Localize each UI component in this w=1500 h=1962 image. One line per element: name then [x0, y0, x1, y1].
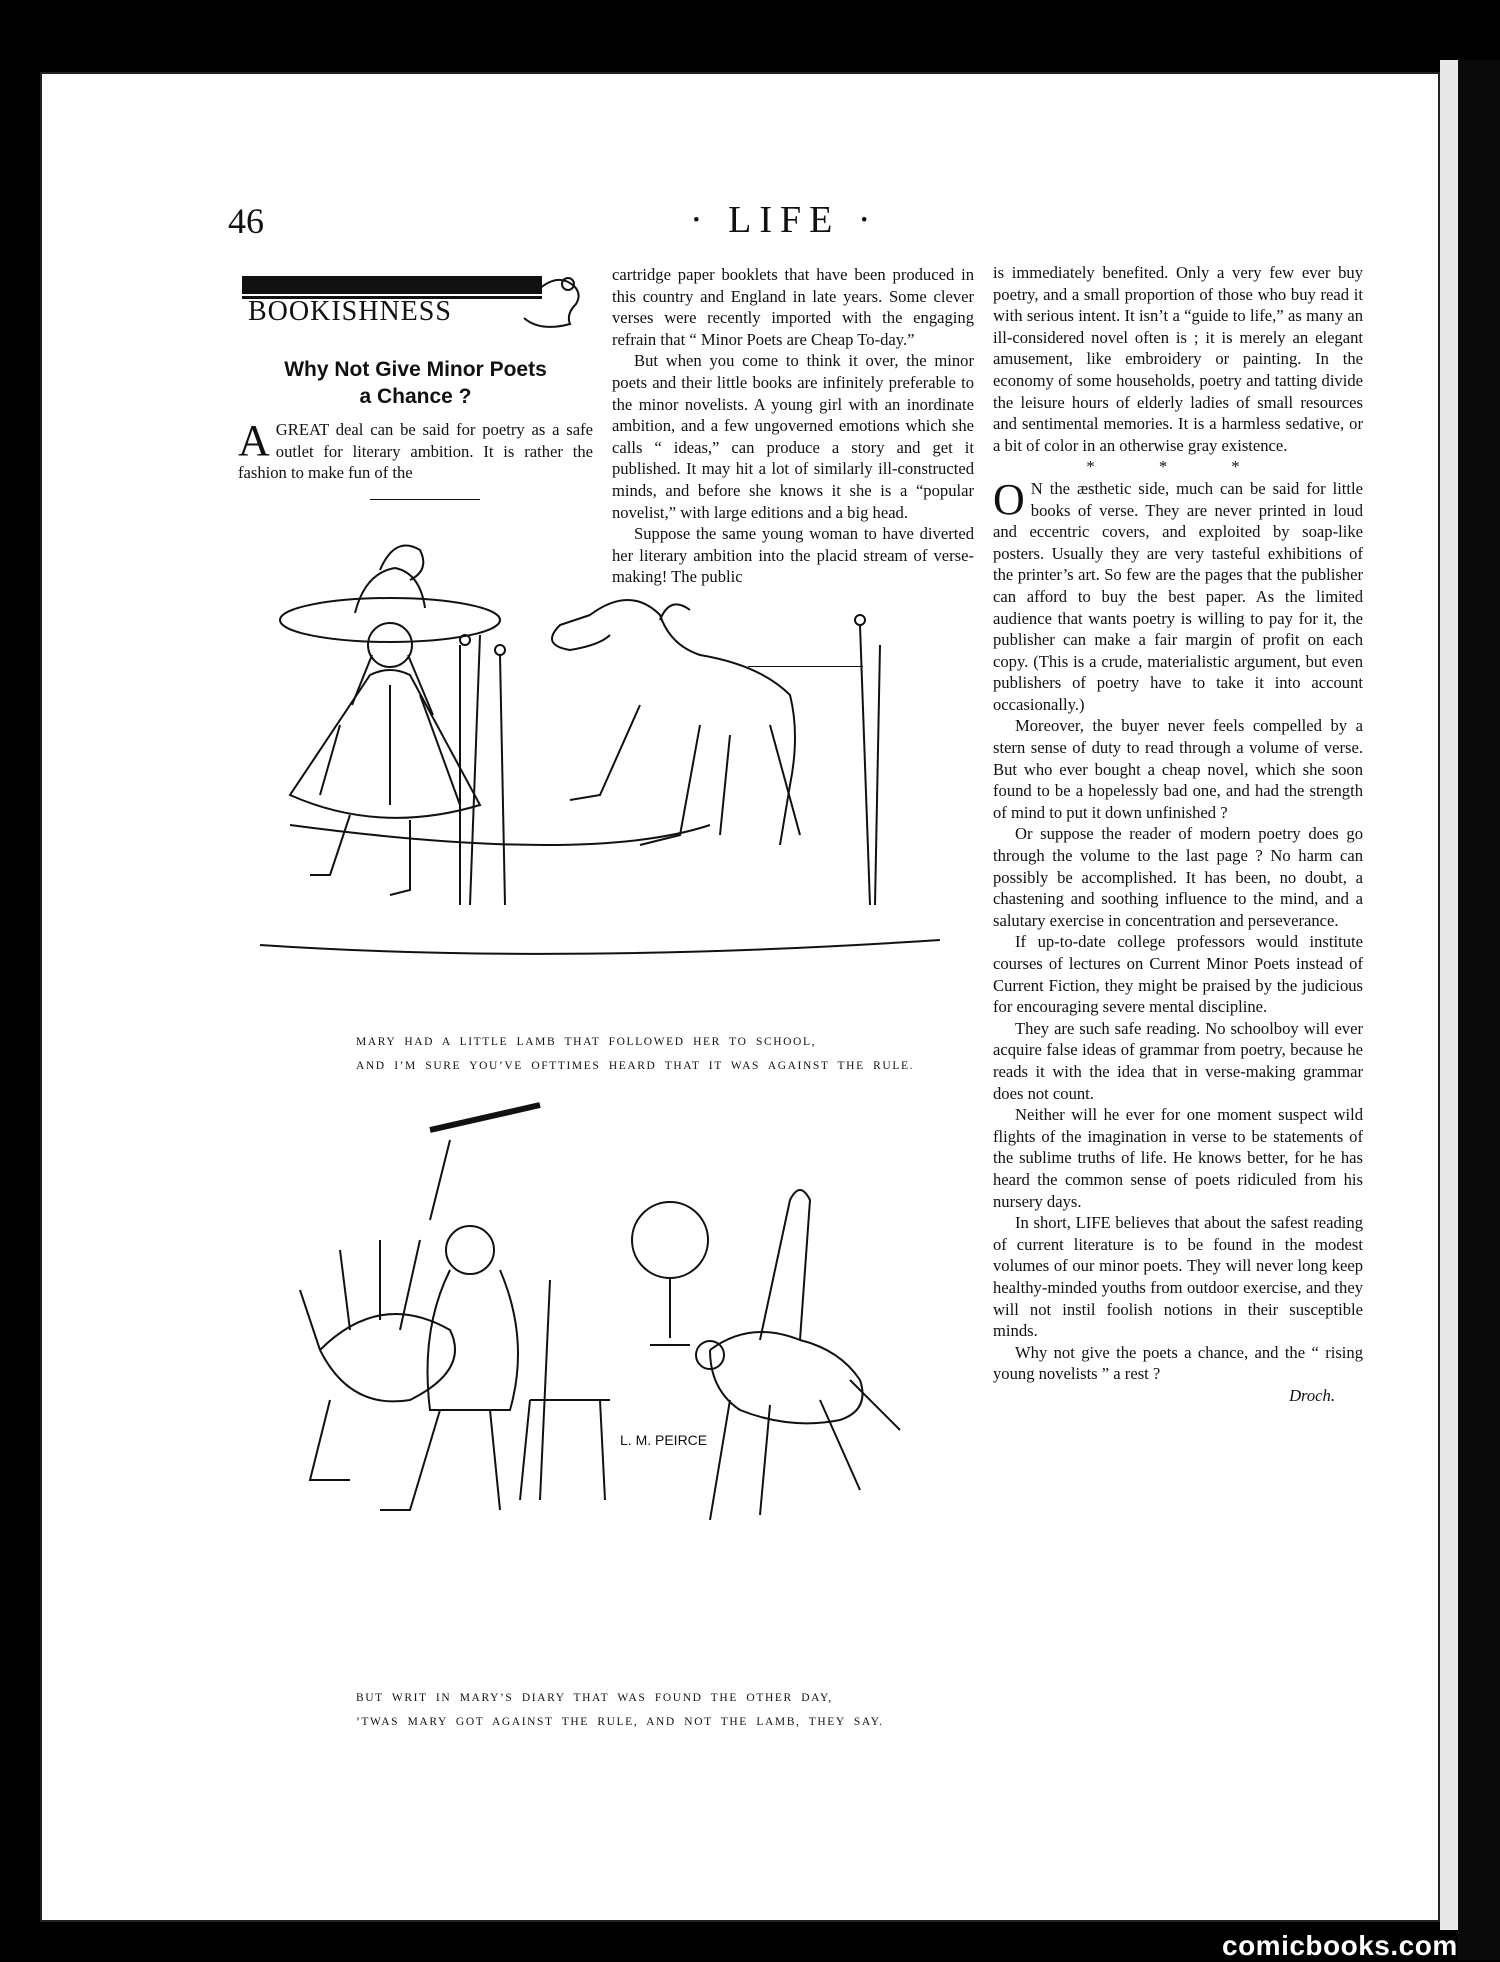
caption-1-line-2: AND I’M SURE YOU’VE OFTTIMES HEARD THAT IT WAS AGAINST THE RULE. [356, 1060, 915, 1072]
intro-rule [370, 499, 480, 500]
masthead-title: · LIFE · [690, 199, 879, 241]
article-headline [238, 356, 593, 410]
page-number: 46 [228, 201, 264, 241]
author-signature: Droch. [1289, 1385, 1335, 1405]
caption-2-line-1: BUT WRIT IN MARY’S DIARY THAT WAS FOUND THE OTHER DAY, [356, 1692, 833, 1704]
col3-paragraph: Or suppose the reader of modern poetry does go through the volume to the last page ? No harm can possibly be accomplished. It has been, no doubt, a chastening and soothing influence to the mind, and a salutary exercise in concentration and perseverance. [993, 824, 1363, 930]
col3-paragraph: Neither will he ever for one moment suspect wild flights of the imagination in verse to be statements of the sublime truths of life. He knows better, for he has heard the common sense of poets ridiculed from his nursery days. [993, 1105, 1363, 1211]
col3-paragraph: In short, LIFE believes that about the safest reading of current literature is to be found in the modest volumes of our minor poets. They will never long keep healthy-minded youths from outdoor exercise, and they will not instil foolish notions in their susceptible minds. [993, 1213, 1363, 1341]
col3-paragraph [993, 474, 1363, 716]
col3-text: N the æsthetic side, much can be said for little books of verse. They are never printed in loud and eccentric covers, and exploited by soap-like posters. Usually they are very tasteful exhibitions of the printer’s art. So few are the pages that the publisher can afford to buy the best paper. As the limited audience that wants poetry is willing to pay for it, the publisher can make a fair margin of profit on each copy. (This is a crude, materialistic argument, but even publishers of poetry have to take it into account occasionally.) [993, 478, 1363, 714]
illustration-teacher-and-lamb [290, 1100, 970, 1560]
scan-background-right [1458, 60, 1500, 1960]
col2-paragraph: cartridge paper booklets that have been produced in this country and England in late years. Some clever verses were recently imported with the engaging refrain that “ Minor Poets are Cheap To-day.” [612, 265, 974, 349]
banner-label: BOOKISHNESS [248, 296, 452, 327]
facing-page-edge [1440, 60, 1458, 1930]
caption-2-line-2: ’TWAS MARY GOT AGAINST THE RULE, AND NOT THE LAMB, THEY SAY. [356, 1716, 884, 1728]
article-intro [238, 416, 593, 484]
intro-text: GREAT deal can be said for poetry as a safe outlet for literary ambition. It is rather the fashion to make fun of the [238, 420, 593, 483]
bookishness-banner [238, 270, 593, 340]
intro-drop-cap: A [238, 416, 270, 465]
col3-paragraph: They are such safe reading. No schoolboy will ever acquire false ideas of grammar from poetry, because he reads it with the idea that in verse-making grammar does not count. [993, 1018, 1363, 1103]
illustration-2-caption [356, 1686, 884, 1734]
col3-paragraph: is immediately benefited. Only a very few ever buy poetry, and a small proportion of those who buy read it with serious intent. It isn’t a “guide to life,” as many an ill-considered novel often is ; it is merely an elegant amusement, like embroidery or painting. In the economy of some households, poetry and tatting divide the leisure hours of elderly ladies of small resources and sentimental memories. It is a harmless sedative, or a bit of color in an otherwise gray existence. [993, 263, 1363, 455]
col2-paragraph: But when you come to think it over, the minor poets and their little books are infinitely preferable to the minor novelists. A young girl with an inordinate ambition, and a few ungoverned emotions which she calls “ ideas,” can produce a story and get it published. It may hit a lot of similarly ill-constructed minds, and before she knows it she is a “popular novelist,” with large editions and a big head. [612, 351, 974, 522]
col3-paragraph: If up-to-date college professors would institute courses of lectures on Current Minor Poets instead of Current Fiction, they might be praised by the judicious for encouraging severe mental discipline. [993, 932, 1363, 1017]
column-3 [993, 262, 1363, 1406]
headline-line-1: Why Not Give Minor Poets [284, 358, 547, 381]
illustration-mary-and-lamb [260, 525, 960, 1000]
headline-line-2: a Chance ? [359, 385, 472, 408]
col3-paragraph: Moreover, the buyer never feels compelled by a stern sense of duty to read through a volume of verse. But who ever bought a cheap novel, which she soon found to be a hopelessly bad one, and had the strength of mind to put it down unfinished ? [993, 716, 1363, 822]
watermark: comicbooks.com [1222, 1930, 1458, 1961]
section-break-stars: * * * [1086, 457, 1270, 477]
col2-paragraph: Suppose the same young woman to have diverted her literary ambition into the placid stream of verse-making! The public [612, 524, 974, 587]
artist-signature: L. M. PEIRCE [620, 1432, 708, 1448]
caption-1-line-1: MARY HAD A LITTLE LAMB THAT FOLLOWED HER TO SCHOOL, [356, 1036, 817, 1048]
col3-paragraph: Why not give the poets a chance, and the “ rising young novelists ” a rest ? [993, 1342, 1363, 1384]
illustration-1-caption [356, 1030, 914, 1078]
col3-drop-cap: O [993, 474, 1025, 524]
